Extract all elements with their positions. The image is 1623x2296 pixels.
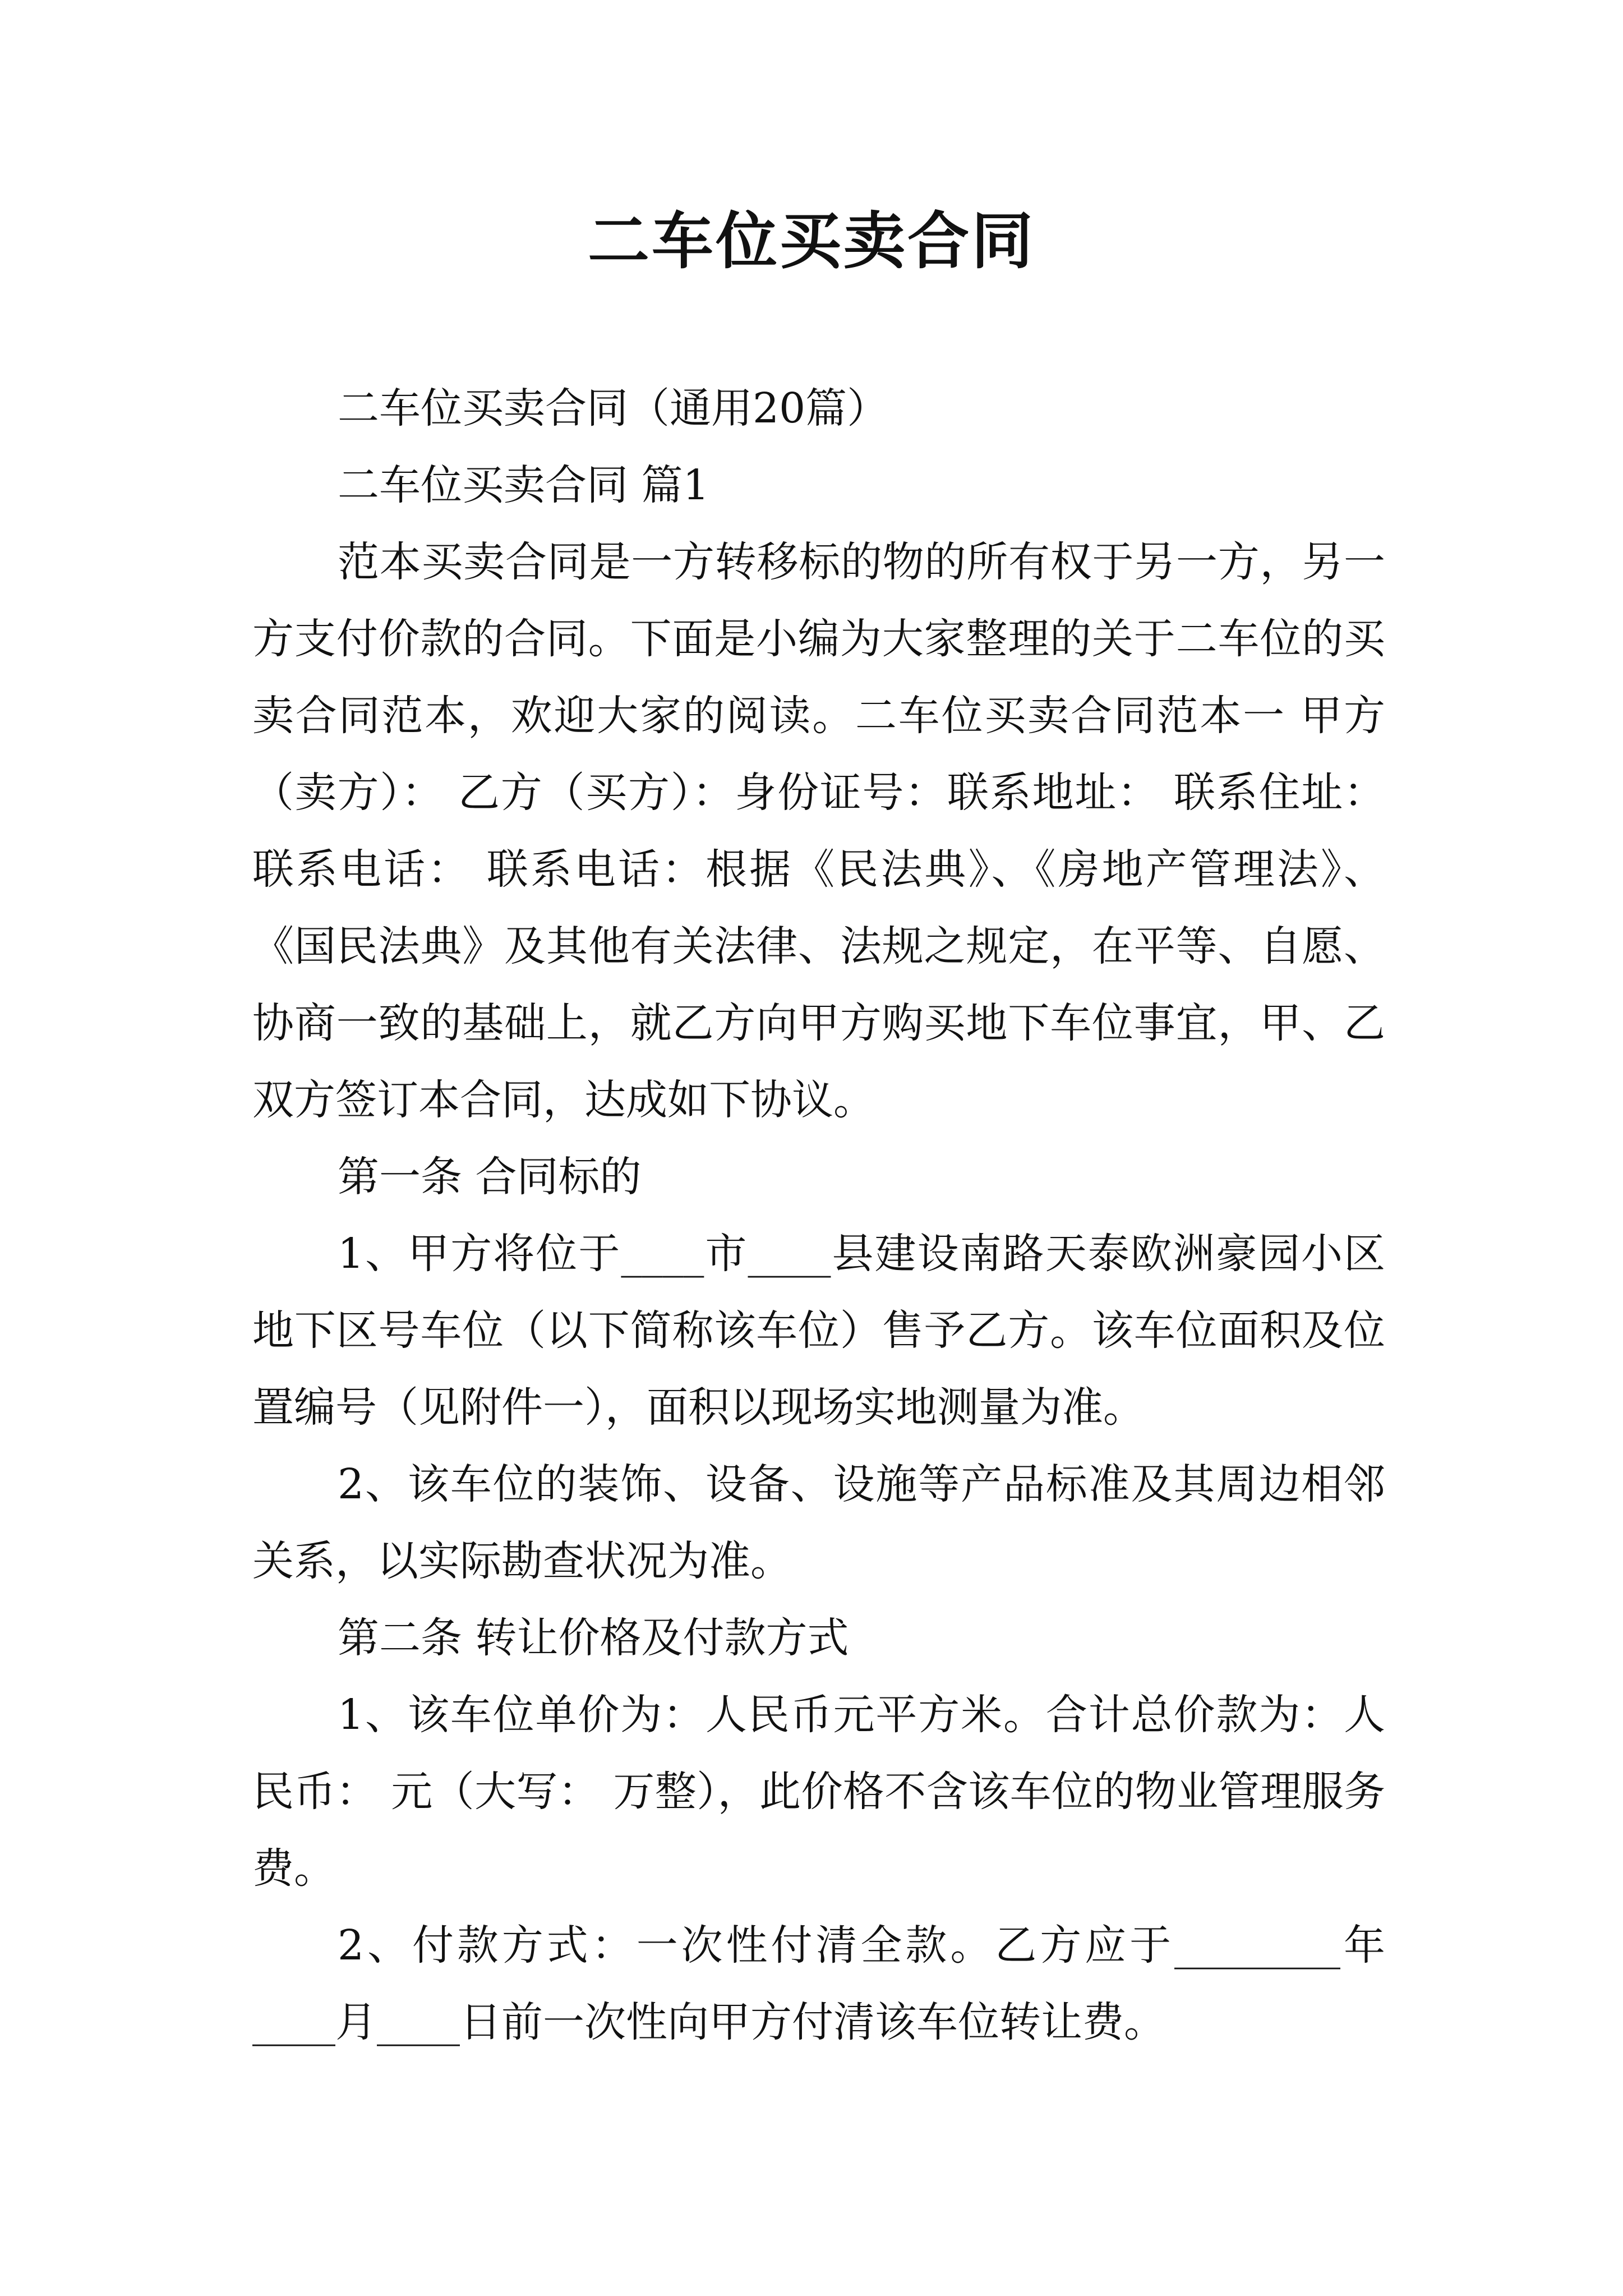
document-title: 二车位买卖合同 <box>588 205 1035 277</box>
article-2-clause-2: 2、付款方式：一次性付清全款。乙方应于________年____月____日前一次性向甲方付清该车位转让费。 <box>252 1921 1385 2046</box>
collection-subtitle: 二车位买卖合同（通用20篇） <box>338 384 889 432</box>
article-2-clause-1: 1、该车位单价为：人民币元平方米。合计总价款为：人民币： 元（大写： 万整），此价格不含该车位的物业管理服务费。 <box>252 1691 1385 1893</box>
article-1-clause-2: 2、该车位的装饰、设备、设施等产品标准及其周边相邻关系，以实际勘查状况为准。 <box>252 1460 1385 1585</box>
document-body <box>252 370 1385 2061</box>
article-1-heading: 第一条 合同标的 <box>338 1153 642 1201</box>
section-heading-part-1: 二车位买卖合同 篇1 <box>338 461 709 509</box>
intro-paragraph: 范本买卖合同是一方转移标的物的所有权于另一方，另一方支付价款的合同。下面是小编为大家整理的关于二车位的买卖合同范本，欢迎大家的阅读。二车位买卖合同范本一 甲方（卖方）： 乙方（买方）：身份证号：联系地址： 联系住址：联系电话： 联系电话：根据《民法典》、《房地产管理法》、《国民法典》及其他有关法律、法规之规定，在平等、自愿、协商一致的基础上，就乙方向甲方购买地下车位事宜，甲、乙双方签订本合同，达成如下协议。 <box>252 538 1385 1124</box>
article-2-heading: 第二条 转让价格及付款方式 <box>338 1614 849 1662</box>
article-1-clause-1: 1、甲方将位于____市____县建设南路天泰欧洲豪园小区地下区号车位（以下简称该车位）售予乙方。该车位面积及位置编号（见附件一），面积以现场实地测量为准。 <box>252 1230 1385 1432</box>
